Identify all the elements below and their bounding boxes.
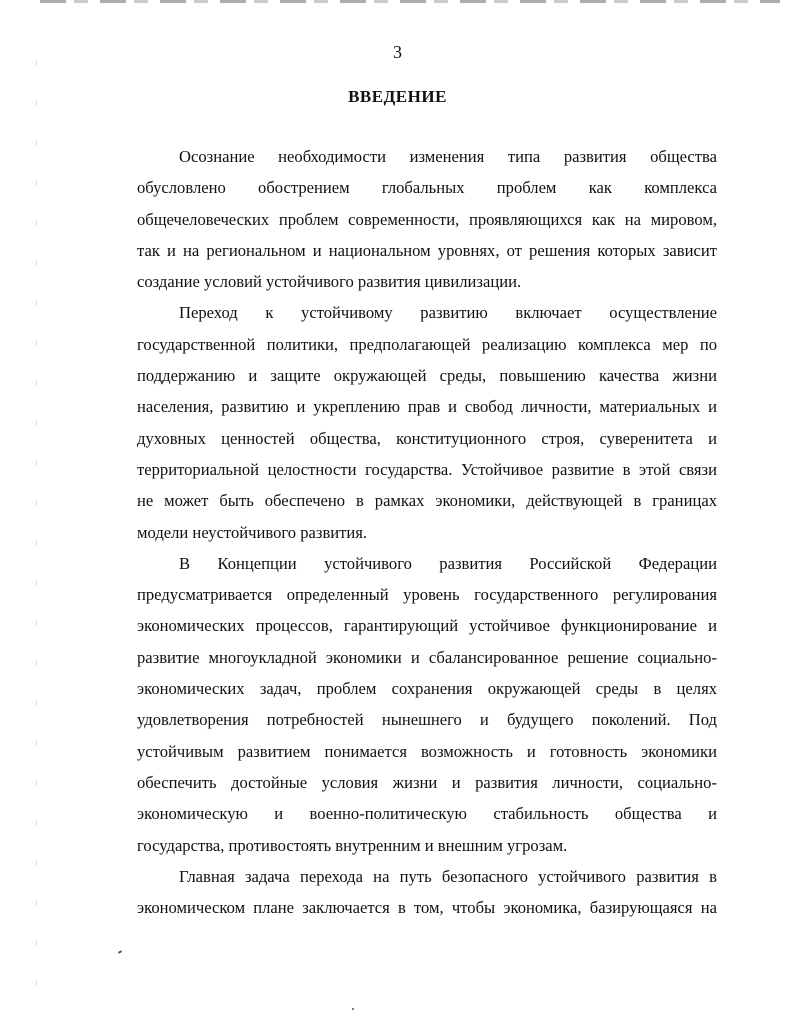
- text-line: духовных ценностей общества, конституционного строя, суверенитета и: [137, 428, 717, 448]
- text-line: экономических задач, проблем сохранения окружающей среды в целях: [137, 679, 717, 699]
- text-line: модели неустойчивого развития.: [137, 522, 368, 542]
- text-line: создание условий устойчивого развития цивилизации.: [137, 272, 522, 292]
- text-line: общечеловеческих проблем современности, проявляющихся как на мировом,: [137, 209, 717, 229]
- text-line: населения, развитию и укреплению прав и свобод личности, материальных и: [137, 397, 717, 417]
- text-line: удовлетворения потребностей нынешнего и будущего поколений. Под: [137, 710, 717, 730]
- text-line: территориальной целостности государства. Устойчивое развитие в этой связи: [137, 459, 717, 479]
- text-line: не может быть обеспечено в рамках экономики, действующей в границах: [137, 491, 717, 511]
- text-line: обеспечить достойные условия жизни и развития личности, социально-: [137, 772, 717, 792]
- scan-edge-top: [40, 0, 780, 3]
- scan-edge-left: [36, 60, 37, 1010]
- text-line: Осознание необходимости изменения типа развития общества: [179, 147, 717, 166]
- text-line: устойчивым развитием понимается возможность и готовность экономики: [137, 741, 717, 761]
- document-body: [137, 141, 717, 923]
- scan-speck: [352, 1008, 355, 1011]
- page-number: 3: [393, 42, 402, 62]
- text-line: государственной политики, предполагающей реализацию комплекса мер по: [137, 334, 717, 354]
- text-line: обусловлено обострением глобальных проблем как комплекса: [137, 178, 717, 198]
- page-title: ВВЕДЕНИЕ: [348, 87, 447, 106]
- scan-speck: [118, 950, 122, 954]
- text-line: экономическом плане заключается в том, чтобы экономика, базирующаяся на: [137, 898, 717, 918]
- text-line: В Концепции устойчивого развития Российской Федерации: [179, 553, 717, 573]
- text-line: Главная задача перехода на путь безопасного устойчивого развития в: [179, 866, 717, 886]
- text-line: так и на региональном и национальном уровнях, от решения которых зависит: [137, 240, 717, 260]
- text-line: поддержанию и защите окружающей среды, повышению качества жизни: [137, 366, 717, 386]
- text-line: государства, противостоять внутренним и внешним угрозам.: [137, 835, 568, 855]
- text-line: предусматривается определенный уровень государственного регулирования: [137, 585, 717, 605]
- text-line: развитие многоукладной экономики и сбалансированное решение социально-: [137, 647, 717, 667]
- text-line: экономическую и военно-политическую стабильность общества и: [137, 804, 717, 824]
- text-line: экономических процессов, гарантирующий устойчивое функционирование и: [137, 616, 717, 636]
- text-line: Переход к устойчивому развитию включает осуществление: [179, 303, 717, 323]
